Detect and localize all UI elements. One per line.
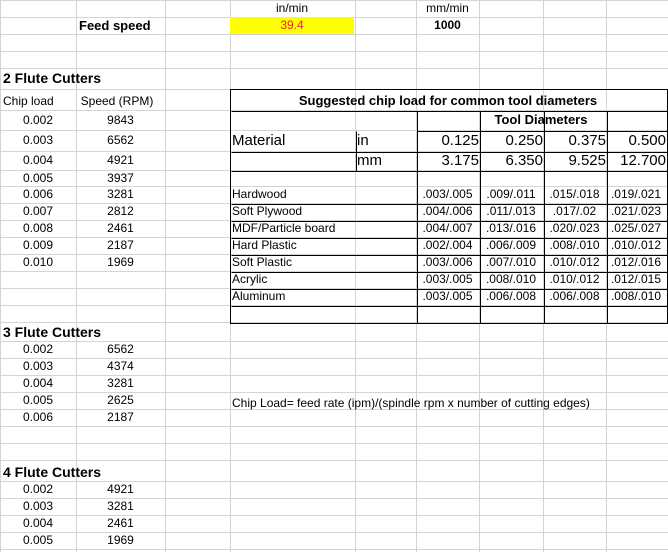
dia-mm-cell[interactable]: 3.175 [441, 152, 479, 169]
flute3-chip-cell[interactable]: 0.003 [22, 359, 54, 373]
flute2-chip-cell[interactable]: 0.006 [22, 187, 54, 201]
chip-range-cell[interactable]: .010/.012 [610, 238, 662, 252]
flute2-chip-cell[interactable]: 0.005 [22, 171, 54, 185]
material-name[interactable]: Acrylic [232, 272, 268, 286]
material-name[interactable]: Hardwood [232, 187, 287, 201]
dia-mm-cell[interactable]: 9.525 [568, 152, 606, 169]
flute3-chip-cell[interactable]: 0.002 [22, 342, 54, 356]
flute2-chip-cell[interactable]: 0.009 [22, 238, 54, 252]
flute2-title: 2 Flute Cutters [3, 70, 102, 86]
material-label: Material [232, 132, 286, 149]
chip-range-cell[interactable]: .004/.007 [422, 221, 473, 235]
flute4-title: 4 Flute Cutters [3, 464, 102, 480]
flute4-chip-cell[interactable]: 0.003 [22, 499, 54, 513]
chip-range-cell[interactable]: .008/.010 [549, 238, 600, 252]
chip-range-cell[interactable]: .010/.012 [549, 255, 600, 269]
dia-mm-cell[interactable]: 12.700 [620, 152, 666, 169]
flute2-chip-cell[interactable]: 0.010 [22, 255, 54, 269]
flute4-chip-cell[interactable]: 0.004 [22, 516, 54, 530]
flute2-rpm-cell[interactable]: 3281 [107, 187, 134, 201]
chip-range-cell[interactable]: .017/.02 [552, 204, 597, 218]
flute2-chip-cell[interactable]: 0.002 [22, 113, 54, 127]
flute3-rpm-cell[interactable]: 2187 [107, 410, 134, 424]
unit-mm-label: mm [357, 152, 382, 169]
flute4-rpm-cell[interactable]: 1969 [107, 533, 134, 547]
flute3-chip-cell[interactable]: 0.004 [22, 376, 54, 390]
chip-range-cell[interactable]: .021/.023 [610, 204, 662, 218]
flute4-chip-cell[interactable]: 0.005 [22, 533, 54, 547]
chip-range-cell[interactable]: .006/.008 [485, 289, 537, 303]
chip-range-cell[interactable]: .008/.010 [485, 272, 537, 286]
chip-range-cell[interactable]: .003/.005 [422, 289, 473, 303]
flute2-rpm-cell[interactable]: 4921 [107, 153, 134, 167]
chip-range-cell[interactable]: .015/.018 [549, 187, 600, 201]
flute4-chip-cell[interactable]: 0.002 [22, 482, 54, 496]
flute2-rpm-cell[interactable]: 6562 [107, 133, 134, 147]
table-title: Suggested chip load for common tool diameters [298, 93, 598, 108]
flute4-rpm-cell[interactable]: 3281 [107, 499, 134, 513]
flute3-rpm-cell[interactable]: 3281 [107, 376, 134, 390]
flute4-rpm-cell[interactable]: 2461 [107, 516, 134, 530]
flute3-chip-cell[interactable]: 0.006 [22, 410, 54, 424]
flute4-rpm-cell[interactable]: 4921 [107, 482, 134, 496]
flute2-chip-cell[interactable]: 0.004 [22, 153, 54, 167]
material-name[interactable]: MDF/Particle board [232, 221, 336, 235]
chip-range-cell[interactable]: .004/.006 [422, 204, 473, 218]
flute2-rpm-cell[interactable]: 9843 [107, 113, 134, 127]
flute3-rpm-cell[interactable]: 2625 [107, 393, 134, 407]
flute3-rpm-cell[interactable]: 4374 [107, 359, 134, 373]
chip-range-cell[interactable]: .006/.008 [549, 289, 600, 303]
dia-in-cell[interactable]: 0.500 [628, 132, 666, 149]
flute2-rpm-cell[interactable]: 3937 [107, 171, 134, 185]
flute2-chip-cell[interactable]: 0.003 [22, 133, 54, 147]
feed-speed-label: Feed speed [79, 18, 151, 33]
chip-range-cell[interactable]: .006/.009 [485, 238, 537, 252]
tool-diameters-header: Tool Diameters [494, 112, 588, 127]
flute2-chip-cell[interactable]: 0.007 [22, 204, 54, 218]
chip-range-cell[interactable]: .012/.015 [610, 272, 662, 286]
dia-in-cell[interactable]: 0.125 [441, 132, 479, 149]
speed-header: Speed (RPM) [80, 94, 154, 108]
flute3-rpm-cell[interactable]: 6562 [107, 342, 134, 356]
material-name[interactable]: Aluminum [232, 289, 286, 303]
chip-range-cell[interactable]: .007/.010 [485, 255, 537, 269]
chip-range-cell[interactable]: .010/.012 [549, 272, 600, 286]
chip-range-cell[interactable]: .013/.016 [485, 221, 537, 235]
material-name[interactable]: Soft Plywood [232, 204, 303, 218]
chip-range-cell[interactable]: .003/.006 [422, 255, 473, 269]
unit-in-per-min: in/min [275, 1, 308, 15]
chip-range-cell[interactable]: .012/.016 [610, 255, 662, 269]
chip-range-cell[interactable]: .009/.011 [486, 187, 536, 201]
chip-range-cell[interactable]: .011/.013 [486, 204, 536, 218]
dia-in-cell[interactable]: 0.250 [505, 132, 543, 149]
chip-range-cell[interactable]: .008/.010 [610, 289, 662, 303]
flute2-rpm-cell[interactable]: 2461 [107, 221, 134, 235]
feed-mm-cell[interactable]: 1000 [434, 18, 461, 32]
flute3-chip-cell[interactable]: 0.005 [22, 393, 54, 407]
chip-range-cell[interactable]: .025/.027 [610, 221, 662, 235]
chip-range-cell[interactable]: .020/.023 [549, 221, 600, 235]
material-name[interactable]: Hard Plastic [232, 238, 297, 252]
chip-load-formula: Chip Load= feed rate (ipm)/(spindle rpm x number of cutting edges) [232, 396, 590, 410]
chip-range-cell[interactable]: .003/.005 [422, 272, 473, 286]
dia-mm-cell[interactable]: 6.350 [505, 152, 543, 169]
chip-range-cell[interactable]: .003/.005 [422, 187, 473, 201]
dia-in-cell[interactable]: 0.375 [568, 132, 606, 149]
flute2-chip-cell[interactable]: 0.008 [22, 221, 54, 235]
material-name[interactable]: Soft Plastic [232, 255, 293, 269]
feed-in-cell[interactable]: 39.4 [230, 17, 354, 34]
chip-range-cell[interactable]: .019/.021 [610, 187, 662, 201]
flute2-rpm-cell[interactable]: 2812 [107, 204, 134, 218]
flute3-title: 3 Flute Cutters [3, 324, 102, 340]
chip-range-cell[interactable]: .002/.004 [422, 238, 473, 252]
unit-in-label: in [357, 132, 369, 149]
flute2-rpm-cell[interactable]: 2187 [107, 238, 134, 252]
unit-mm-per-min: mm/min [426, 1, 469, 15]
flute2-rpm-cell[interactable]: 1969 [107, 255, 134, 269]
chip-load-header: Chip load [3, 94, 54, 108]
